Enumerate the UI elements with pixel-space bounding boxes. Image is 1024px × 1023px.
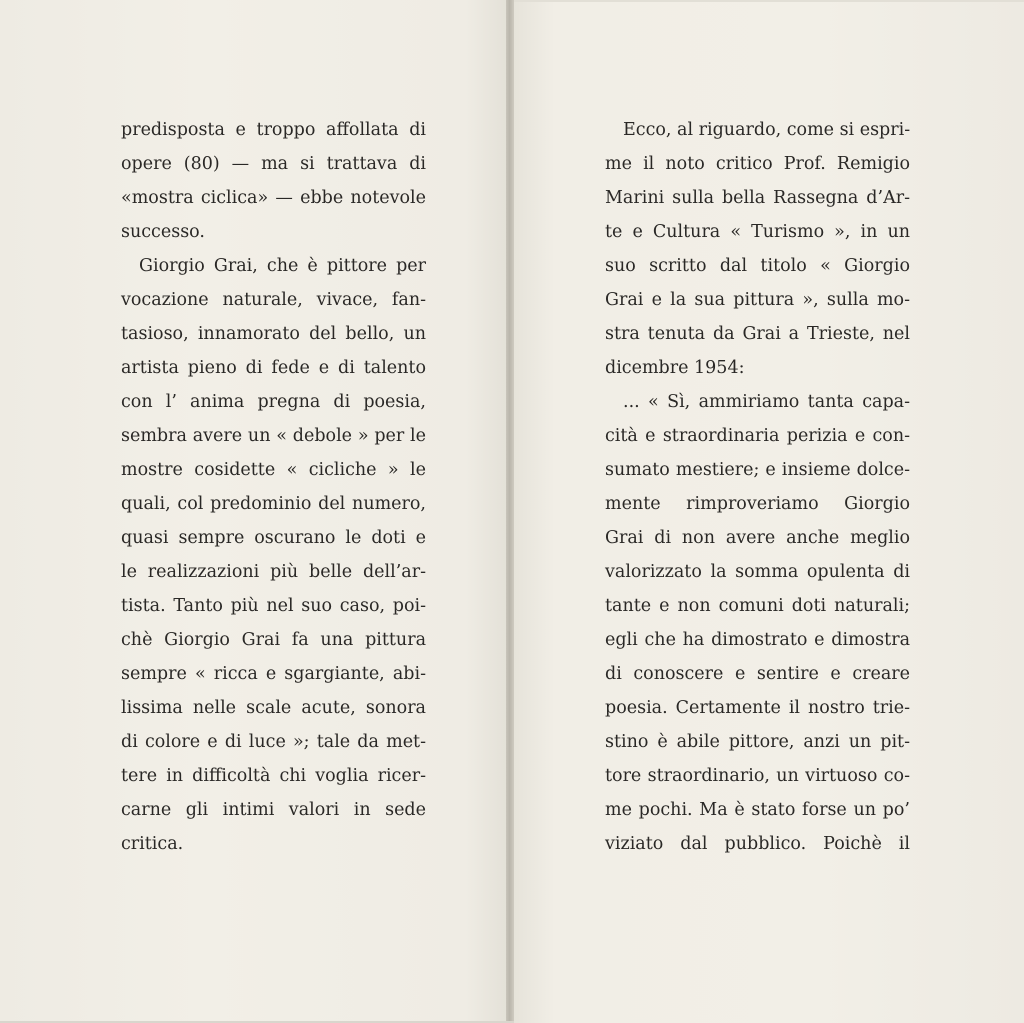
text-line: cità e straordinaria perizia e con-	[605, 426, 910, 446]
text-line: predisposta e troppo affollata di	[121, 120, 426, 140]
right-page-text	[605, 113, 910, 861]
text-line: quali, col predominio del numero,	[121, 494, 426, 514]
text-line: viziato dal pubblico. Poichè il	[605, 834, 910, 854]
text-line: «mostra ciclica» — ebbe notevole	[121, 188, 426, 208]
text-line: me pochi. Ma è stato forse un po’	[605, 800, 910, 820]
text-line: tista. Tanto più nel suo caso, poi-	[121, 596, 426, 616]
text-line: critica.	[121, 834, 184, 854]
text-line: di colore e di luce »; tale da met-	[121, 732, 426, 752]
book-gutter	[506, 0, 514, 1021]
left-page-text	[121, 113, 426, 861]
text-line: valorizzato la somma opulenta di	[605, 562, 910, 582]
text-line: Giorgio Grai, che è pittore per	[139, 256, 426, 276]
text-line: egli che ha dimostrato e dimostra	[605, 630, 910, 650]
text-line: chè Giorgio Grai fa una pittura	[121, 630, 426, 650]
text-line: mostre cosidette « cicliche » le	[121, 460, 426, 480]
text-line: stra tenuta da Grai a Trieste, nel	[605, 324, 910, 344]
text-line: te e Cultura « Turismo », in un	[605, 222, 910, 242]
text-line: Grai di non avere anche meglio	[605, 528, 910, 548]
text-line: quasi sempre oscurano le doti e	[121, 528, 426, 548]
text-line: me il noto critico Prof. Remigio	[605, 154, 910, 174]
text-line: stino è abile pittore, anzi un pit-	[605, 732, 910, 752]
text-line: successo.	[121, 222, 205, 242]
text-line: tere in difficoltà chi voglia ricer-	[121, 766, 426, 786]
text-line: lissima nelle scale acute, sonora	[121, 698, 426, 718]
text-line: Ecco, al riguardo, come si espri-	[623, 120, 911, 140]
text-line: artista pieno di fede e di talento	[121, 358, 426, 378]
text-line: suo scritto dal titolo « Giorgio	[605, 256, 910, 276]
text-line: mente rimproveriamo Giorgio	[605, 494, 910, 514]
text-line: opere (80) — ma si trattava di	[121, 154, 426, 174]
text-line: vocazione naturale, vivace, fan-	[121, 290, 426, 310]
text-line: ... « Sì, ammiriamo tanta capa-	[623, 392, 910, 412]
text-line: tore straordinario, un virtuoso co-	[605, 766, 910, 786]
text-line: tante e non comuni doti naturali;	[605, 596, 910, 616]
text-line: sumato mestiere; e insieme dolce-	[605, 460, 910, 480]
text-line: Marini sulla bella Rassegna d’Ar-	[605, 188, 910, 208]
text-line: sempre « ricca e sgargiante, abi-	[121, 664, 426, 684]
text-line: con l’ anima pregna di poesia,	[121, 392, 426, 412]
text-line: tasioso, innamorato del bello, un	[121, 324, 426, 344]
text-line: di conoscere e sentire e creare	[605, 664, 910, 684]
text-line: poesia. Certamente il nostro trie-	[605, 698, 910, 718]
text-line: dicembre 1954:	[605, 358, 745, 378]
text-line: le realizzazioni più belle dell’ar-	[121, 562, 426, 582]
left-page	[0, 0, 506, 1021]
text-line: sembra avere un « debole » per le	[121, 426, 426, 446]
text-line: carne gli intimi valori in sede	[121, 800, 426, 820]
text-line: Grai e la sua pittura », sulla mo-	[605, 290, 910, 310]
